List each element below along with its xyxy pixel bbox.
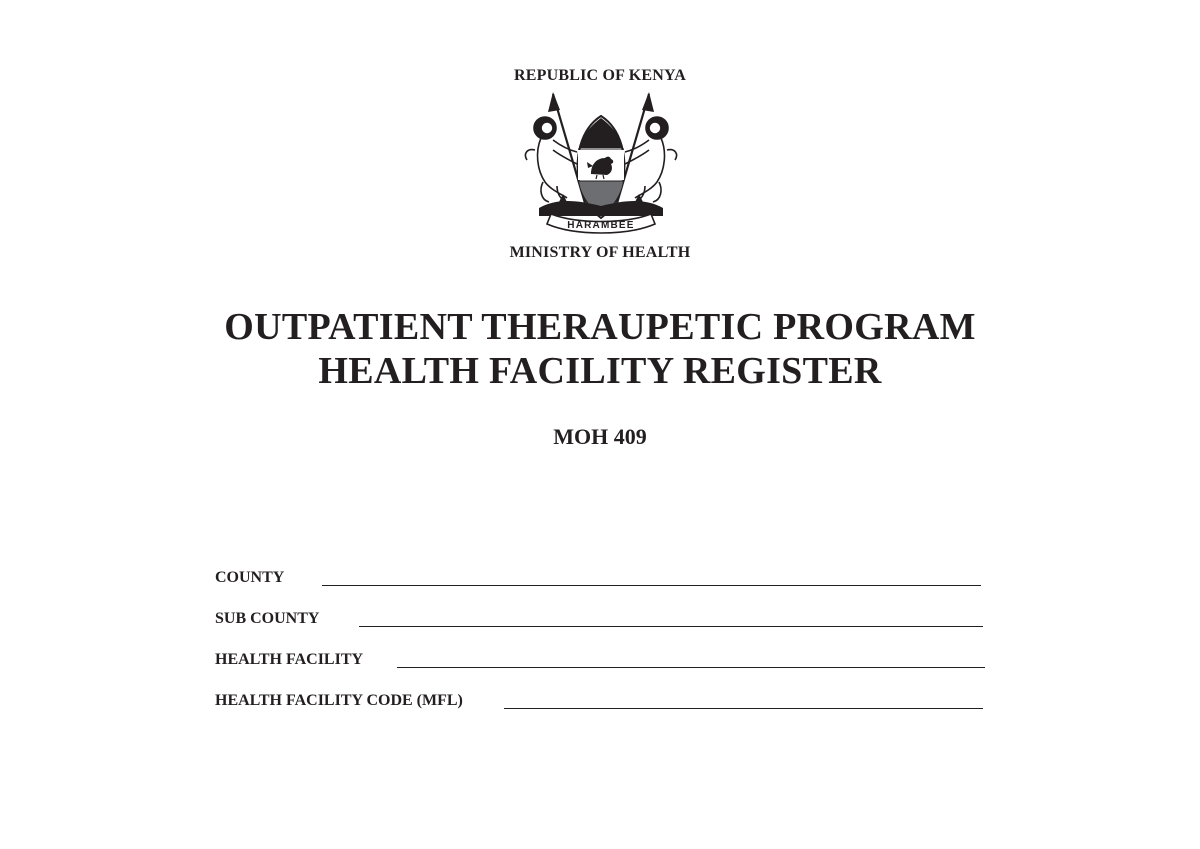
lion-right-icon [625,117,677,202]
health-facility-label: HEALTH FACILITY [215,651,364,668]
health-facility-code-label: HEALTH FACILITY CODE (MFL) [215,692,463,709]
document-title-line-1: OUTPATIENT THERAUPETIC PROGRAM [224,306,976,348]
sub-county-field[interactable] [359,626,983,627]
coat-of-arms-emblem [517,90,685,240]
country-heading: REPUBLIC OF KENYA [513,67,687,84]
lion-left-icon [525,117,577,202]
form-code: MOH 409 [553,424,647,449]
document-title-line-2: HEALTH FACILITY REGISTER [318,350,882,392]
sub-county-label: SUB COUNTY [215,610,320,627]
county-label: COUNTY [215,569,285,586]
health-facility-field[interactable] [397,667,985,668]
ministry-heading: MINISTRY OF HEALTH [509,244,691,261]
motto-text: HARAMBEE [567,220,635,231]
health-facility-code-field[interactable] [504,708,983,709]
county-field[interactable] [322,585,981,586]
